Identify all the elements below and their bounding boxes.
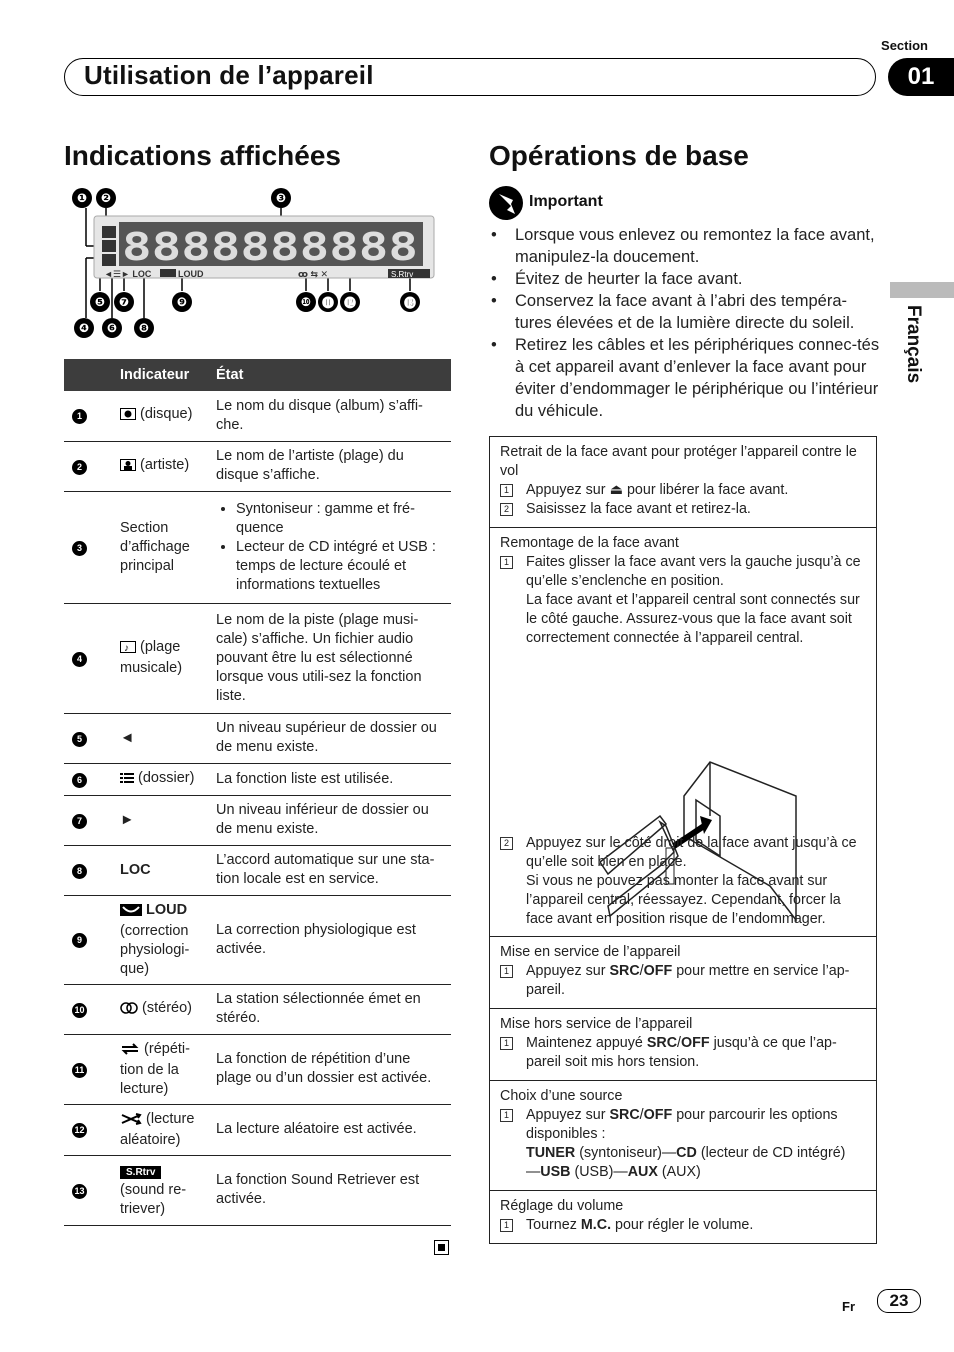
- procedure-volume: [490, 1191, 876, 1243]
- table-row: [64, 984, 451, 1034]
- row-number: 2: [72, 460, 87, 475]
- procedure-title: Mise en service de l’appareil: [500, 944, 681, 960]
- state-bullet: • Syntoniseur : gamme et fré-quence: [236, 500, 445, 538]
- procedure-title: Choix d’une source: [500, 1088, 623, 1104]
- table-row: [64, 1155, 451, 1225]
- indicator-label: (lecture aléatoire): [120, 1110, 195, 1148]
- indicator-label: (plage musicale): [120, 639, 183, 676]
- indicator-label: (stéréo): [142, 999, 192, 1016]
- callout-10: ❿: [296, 292, 316, 312]
- procedure-title: Remontage de la face avant: [500, 535, 679, 551]
- page-number: 23: [877, 1289, 921, 1313]
- table-row: [64, 1034, 451, 1104]
- folder-list-icon: [120, 771, 134, 790]
- row-number: 5: [72, 732, 87, 747]
- language-label: Français: [903, 305, 924, 384]
- indications-heading: Indications affichées: [64, 140, 341, 171]
- table-row: [64, 795, 451, 845]
- row-number: 7: [72, 814, 87, 829]
- callout-13: ⓭: [400, 292, 420, 312]
- section-label: Section: [881, 38, 928, 53]
- language-tab: [890, 282, 954, 298]
- table-header-row: [64, 359, 451, 391]
- display-srtrv-text: S.Rtrv: [391, 270, 414, 279]
- procedure-box: [489, 436, 877, 1244]
- svg-text:◄☰► LOC: ◄☰► LOC: [104, 269, 152, 279]
- footer-language: Fr: [842, 1299, 855, 1314]
- disc-icon: [120, 407, 136, 426]
- state-text: La fonction Sound Retriever est activée.: [210, 1155, 451, 1225]
- state-text: Un niveau supérieur de dossier ou de menu existe.: [210, 713, 451, 763]
- state-text: La fonction liste est utilisée.: [210, 763, 451, 795]
- row-number: 12: [72, 1123, 87, 1138]
- row-number: 6: [72, 773, 87, 788]
- state-text: La lecture aléatoire est activée.: [210, 1104, 451, 1155]
- table-row: [64, 491, 451, 603]
- row-number: 11: [72, 1063, 87, 1078]
- music-note-icon: [120, 640, 136, 659]
- procedure-step: 2 Appuyez sur le côté droit de la face avant jusqu’à ce qu’elle soit bien en place. Si vous ne pouvez pas monter la face avant sur l’appareil central, réessayez. Cependant, forcer la face avant en position risque de l’endommager.: [500, 834, 866, 929]
- procedure-title: Réglage du volume: [500, 1198, 624, 1214]
- svg-text:8888888888: 8888888888: [122, 225, 418, 269]
- procedure-step: 1 Faites glisser la face avant vers la gauche jusqu’à ce qu’elle s’enclenche en position. La face avant et l’appareil central sont connectés sur le côté gauche. Assurez-vous que la face avant soit correctement connectée à l’appareil central.: [500, 553, 866, 648]
- callout-4: ❹: [74, 318, 94, 338]
- row-number: 10: [72, 1003, 87, 1018]
- sound-retriever-badge: S.Rtrv: [120, 1166, 161, 1179]
- chapter-title: Utilisation de l’appareil: [84, 60, 374, 90]
- state-text: L’accord automatique sur une sta-tion locale est en service.: [210, 845, 451, 895]
- end-of-section-mark: [434, 1240, 449, 1255]
- callout-1: ❶: [72, 188, 92, 208]
- row-number: 8: [72, 864, 87, 879]
- state-text: Un niveau inférieur de dossier ou de menu existe.: [210, 795, 451, 845]
- indicator-label: (dossier): [138, 769, 195, 786]
- indicator-label: LOC: [114, 845, 210, 895]
- indicator-label: (disque): [140, 406, 193, 423]
- table-row: [64, 603, 451, 713]
- display-diagram: [64, 186, 444, 346]
- table-row: [64, 391, 451, 441]
- important-bullet: • Retirez les câbles et les périphériques connec-tés à cet appareil avant d’enlever la face avant pour éviter d’endommager le périphérique ou l’intérieur du véhicule.: [489, 334, 881, 422]
- state-text: La correction physiologique est activée.: [210, 895, 451, 984]
- important-bullet: • Conservez la face avant à l’abri des tempéra-tures élevées et de la lumière directe du soleil.: [489, 290, 881, 334]
- indicator-label: Section d’affichage principal: [114, 491, 210, 603]
- state-bullet-list: [216, 500, 445, 595]
- row-number: 9: [72, 933, 87, 948]
- indicator-table: [64, 359, 451, 1226]
- procedure-attach: [490, 528, 876, 937]
- procedure-source: [490, 1081, 876, 1191]
- random-icon: [120, 1112, 142, 1131]
- callout-8: ❽: [134, 318, 154, 338]
- state-text: Le nom de la piste (plage musi-cale) s’affiche. Un fichier audio pouvant être lu est sélectionné lorsque vous utili-sez la fonction liste.: [210, 603, 451, 713]
- table-row: [64, 1104, 451, 1155]
- procedure-step: 1 Appuyez sur SRC/OFF pour parcourir les options disponibles : TUNER (syntoniseur)—CD (lecteur de CD intégré) —USB (USB)—AUX (AUX): [500, 1106, 866, 1182]
- procedure-step: 1 Maintenez appuyé SRC/OFF jusqu’à ce que l’ap-pareil soit mis hors tension.: [500, 1034, 866, 1072]
- stereo-icon: [120, 1001, 138, 1020]
- procedure-step: 1 Appuyez sur ⏏ pour libérer la face avant.: [500, 481, 866, 500]
- important-bullet: • Évitez de heurter la face avant.: [489, 268, 881, 290]
- table-row: [64, 713, 451, 763]
- table-row: [64, 763, 451, 795]
- table-row: [64, 441, 451, 491]
- artist-icon: [120, 458, 136, 477]
- callout-12: ⓬: [340, 292, 360, 312]
- callout-11: ⓫: [318, 292, 338, 312]
- procedure-title: Retrait de la face avant pour protéger l’appareil contre le vol: [500, 444, 857, 479]
- indicator-bold-label: LOUD: [146, 901, 188, 918]
- loudness-icon: [120, 903, 142, 922]
- row-number: 1: [72, 409, 87, 424]
- header-num: [64, 359, 114, 391]
- indicator-label: (sound re-triever): [120, 1181, 187, 1217]
- state-text: Le nom du disque (album) s’affi-che.: [210, 391, 451, 441]
- procedure-step: 1 Tournez M.C. pour régler le volume.: [500, 1216, 866, 1235]
- header-indicator: Indicateur: [114, 359, 210, 391]
- important-bullet-list: [489, 224, 881, 422]
- state-text: La fonction de répétition d’une plage ou d’un dossier est activée.: [210, 1034, 451, 1104]
- procedure-step: 2 Saisissez la face avant et retirez-la.: [500, 500, 866, 519]
- svg-text:ꝏ ⇆ ✕: ꝏ ⇆ ✕: [298, 269, 329, 279]
- eject-icon: ⏏: [609, 482, 623, 498]
- indicator-label: (répéti-tion de la lecture): [120, 1040, 190, 1097]
- indicator-label: (artiste): [140, 456, 190, 473]
- important-icon: [489, 186, 523, 220]
- callout-5: ❺: [90, 292, 110, 312]
- row-number: 3: [72, 541, 87, 556]
- procedure-power-on: [490, 937, 876, 1009]
- procedure-title: Mise hors service de l’appareil: [500, 1016, 693, 1032]
- procedure-remove: [490, 437, 876, 528]
- procedure-step: 1 Appuyez sur SRC/OFF pour mettre en service l’ap-pareil.: [500, 962, 866, 1000]
- repeat-icon: [120, 1042, 140, 1061]
- table-row: [64, 845, 451, 895]
- row-number: 4: [72, 652, 87, 667]
- display-illustration: [64, 186, 444, 346]
- callout-6: ❻: [102, 318, 122, 338]
- operations-heading: Opérations de base: [489, 140, 749, 171]
- state-text: Le nom de l’artiste (plage) du disque s’affiche.: [210, 441, 451, 491]
- callout-3: ❸: [271, 188, 291, 208]
- row-number: 13: [72, 1184, 87, 1199]
- important-bullet: • Lorsque vous enlevez ou remontez la face avant, manipulez-la doucement.: [489, 224, 881, 268]
- svg-text:♪: ♪: [124, 643, 129, 653]
- table-row: [64, 895, 451, 984]
- svg-text:LOUD: LOUD: [178, 269, 204, 279]
- callout-9: ❾: [172, 292, 192, 312]
- state-bullet: • Lecteur de CD intégré et USB : temps de lecture écoulé et informations textuelles: [236, 538, 445, 595]
- callout-7: ❼: [114, 292, 134, 312]
- state-text: La station sélectionnée émet en stéréo.: [210, 984, 451, 1034]
- section-number: 01: [888, 58, 954, 96]
- indicator-label: (correction physiologi-que): [120, 922, 190, 977]
- header-state: État: [210, 359, 451, 391]
- callout-2: ❷: [96, 188, 116, 208]
- indicator-label: ►: [114, 795, 210, 845]
- procedure-power-off: [490, 1009, 876, 1081]
- indicator-label: ◄: [114, 713, 210, 763]
- important-label: Important: [529, 193, 603, 210]
